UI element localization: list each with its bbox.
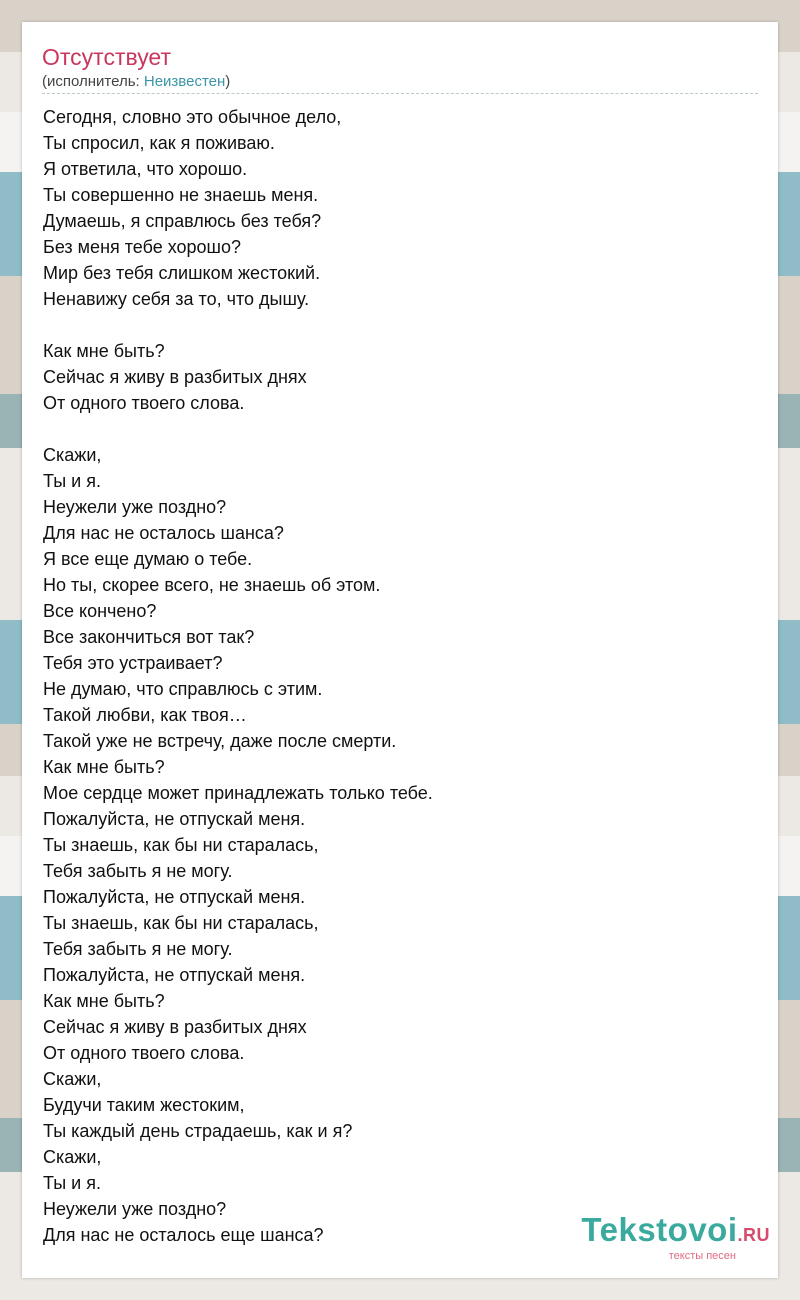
lyric-line: Такой уже не встречу, даже после смерти. bbox=[43, 731, 397, 751]
lyric-line: Сегодня, словно это обычное дело, bbox=[43, 107, 342, 127]
artist-line bbox=[42, 73, 758, 94]
lyric-line: От одного твоего слова. bbox=[43, 1043, 245, 1063]
lyric-line: Тебя забыть я не могу. bbox=[43, 939, 233, 959]
artist-prefix: (исполнитель: bbox=[42, 73, 144, 90]
logo-name: Tekstovoi bbox=[581, 1211, 738, 1248]
lyric-line: Сейчас я живу в разбитых днях bbox=[43, 1017, 307, 1037]
lyric-line: Ты знаешь, как бы ни старалась, bbox=[43, 835, 319, 855]
site-logo[interactable] bbox=[581, 1213, 770, 1262]
lyric-line: Я ответила, что хорошо. bbox=[43, 159, 248, 179]
lyric-line: Как мне быть? bbox=[43, 341, 165, 361]
lyric-line: Скажи, bbox=[43, 1069, 102, 1089]
lyric-line: Мир без тебя слишком жестокий. bbox=[43, 263, 321, 283]
lyric-line: От одного твоего слова. bbox=[43, 393, 245, 413]
artist-suffix: ) bbox=[225, 73, 231, 90]
lyric-line: Ты и я. bbox=[43, 471, 101, 491]
lyric-line: Для нас не осталось еще шанса? bbox=[43, 1225, 324, 1245]
lyric-line bbox=[43, 416, 743, 442]
lyric-line: Пожалуйста, не отпускай меня. bbox=[43, 887, 306, 907]
lyric-line: Ты совершенно не знаешь меня. bbox=[43, 185, 319, 205]
lyric-line: Как мне быть? bbox=[43, 757, 165, 777]
lyric-line: Ты каждый день страдаешь, как и я? bbox=[43, 1121, 353, 1141]
lyric-line: Но ты, скорее всего, не знаешь об этом. bbox=[43, 575, 381, 595]
lyric-line: Ты и я. bbox=[43, 1173, 101, 1193]
lyric-line: Не думаю, что справлюсь с этим. bbox=[43, 679, 323, 699]
logo-tld: .RU bbox=[737, 1225, 770, 1245]
lyric-line: Неужели уже поздно? bbox=[43, 497, 227, 517]
lyric-line: Думаешь, я справлюсь без тебя? bbox=[43, 211, 322, 231]
lyric-line: Ты спросил, как я поживаю. bbox=[43, 133, 275, 153]
lyric-line: Я все еще думаю о тебе. bbox=[43, 549, 253, 569]
artist-link[interactable]: Неизвестен bbox=[143, 73, 226, 90]
lyric-line: Сейчас я живу в разбитых днях bbox=[43, 367, 307, 387]
lyric-line: Тебя это устраивает? bbox=[43, 653, 223, 673]
logo-tagline: тексты песен bbox=[668, 1250, 736, 1262]
lyric-line: Скажи, bbox=[43, 1147, 102, 1167]
lyric-line: Как мне быть? bbox=[43, 991, 165, 1011]
lyric-line: Мое сердце может принадлежать только тебе. bbox=[43, 783, 433, 803]
lyric-line: Неужели уже поздно? bbox=[43, 1199, 227, 1219]
lyric-line: Все закончиться вот так? bbox=[43, 627, 255, 647]
lyric-line: Для нас не осталось шанса? bbox=[43, 523, 284, 543]
lyric-line: Ненавижу себя за то, что дышу. bbox=[43, 289, 310, 309]
lyric-line: Такой любви, как твоя… bbox=[43, 705, 247, 725]
lyric-line: Скажи, bbox=[43, 445, 102, 465]
lyric-line: Все кончено? bbox=[43, 601, 157, 621]
lyric-line bbox=[43, 312, 743, 338]
lyric-line: Тебя забыть я не могу. bbox=[43, 861, 233, 881]
lyric-line: Ты знаешь, как бы ни старалась, bbox=[43, 913, 319, 933]
lyric-line: Без меня тебе хорошо? bbox=[43, 237, 242, 257]
lyric-line: Будучи таким жестоким, bbox=[43, 1095, 245, 1115]
lyrics-card bbox=[22, 22, 778, 1278]
lyrics-body bbox=[43, 104, 743, 1248]
song-title: Отсутствует bbox=[42, 44, 171, 70]
lyric-line: Пожалуйста, не отпускай меня. bbox=[43, 965, 306, 985]
lyric-line: Пожалуйста, не отпускай меня. bbox=[43, 809, 306, 829]
